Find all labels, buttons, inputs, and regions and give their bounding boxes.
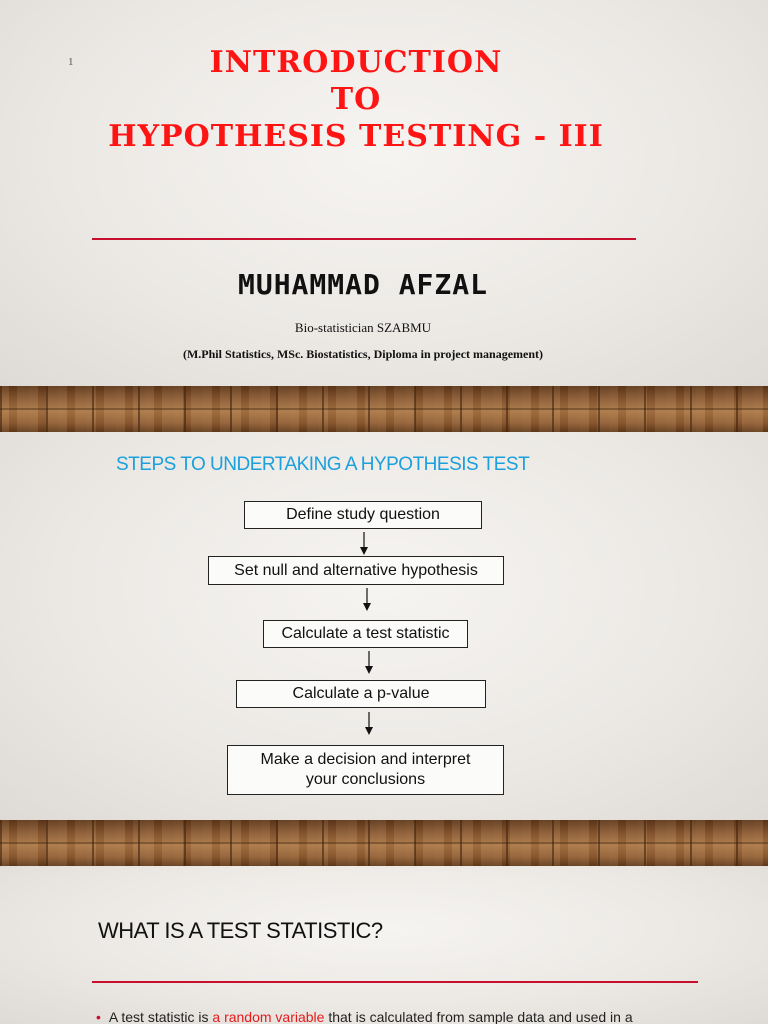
title-line-1: INTRODUCTION: [209, 45, 503, 80]
title-line-2: TO: [330, 82, 382, 117]
bullet-text-suffix: that is calculated from sample data and used in a: [328, 1009, 633, 1024]
step-label-line-2: your conclusions: [305, 771, 426, 788]
down-arrow-icon: [357, 532, 371, 556]
wood-floor-separator: [0, 820, 768, 866]
bullet-item: [96, 1009, 696, 1024]
step-label: Set null and alternative hypothesis: [234, 561, 478, 579]
test-statistic-slide: [0, 866, 768, 1024]
bullet-text-prefix: A test statistic is: [108, 1009, 209, 1024]
down-arrow-icon: [362, 651, 376, 675]
step-label: Calculate a test statistic: [281, 625, 450, 642]
bullet-dot-icon: •: [96, 1009, 101, 1024]
steps-slide: [0, 432, 768, 820]
title-line-3: HYPOTHESIS TESTING - III: [108, 119, 604, 154]
author-role: Bio-statistician SZABMU: [294, 320, 432, 335]
down-arrow-icon: [362, 712, 376, 736]
presentation-title: [40, 44, 672, 155]
test-statistic-heading: WHAT IS A TEST STATISTIC?: [98, 918, 383, 943]
bullet-highlight: a random variable: [212, 1009, 325, 1024]
step-box-decision: [227, 745, 504, 795]
step-box-define-question: [244, 501, 482, 529]
author-qualifications: (M.Phil Statistics, MSc. Biostatistics, Diploma in project management): [182, 347, 544, 361]
title-divider: [92, 238, 636, 240]
step-label: Define study question: [286, 506, 440, 523]
step-box-test-statistic: [263, 620, 468, 648]
steps-heading: STEPS TO UNDERTAKING A HYPOTHESIS TEST: [116, 454, 530, 475]
step-label: Make a decision and interpret: [260, 751, 471, 768]
step-label: Calculate a p-value: [292, 685, 430, 702]
down-arrow-icon: [360, 588, 374, 612]
wood-floor-separator: [0, 386, 768, 432]
step-box-set-hypothesis: [208, 556, 504, 585]
step-box-p-value: [236, 680, 486, 708]
author-name: MUHAMMAD AFZAL: [237, 268, 488, 301]
title-slide: [0, 0, 768, 386]
heading-divider: [92, 981, 698, 983]
slide-number: 1: [68, 56, 74, 68]
